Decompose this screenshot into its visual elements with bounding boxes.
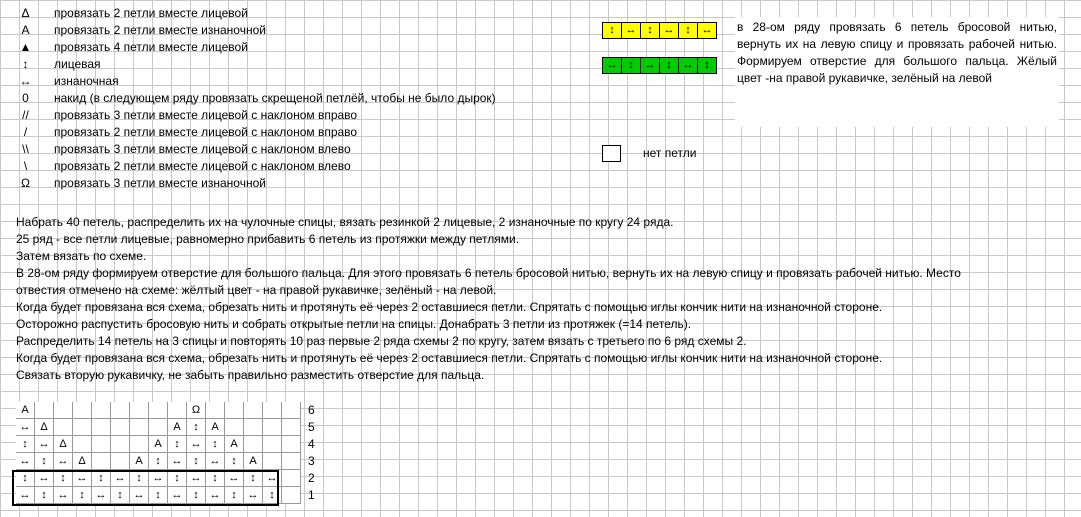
chart-cell: Δ <box>35 419 54 436</box>
yellow-thumb-strip <box>602 22 717 39</box>
instruction-line: В 28-ом ряду формируем отверстие для большого пальца. Для этого провязать 6 петель бросовой нитью, вернуть их на левую спицу и провязать рабочей нитью. Место <box>16 266 961 280</box>
chart-cell <box>282 453 301 470</box>
legend-symbol: ▲ <box>19 40 32 54</box>
legend-text: провязать 3 петли вместе изнаночной <box>54 176 266 190</box>
chart-cell <box>263 453 282 470</box>
chart-cell <box>244 419 263 436</box>
chart-cell: ↕ <box>225 487 244 504</box>
chart-row-number: 5 <box>308 420 315 434</box>
knitting-chart <box>16 402 301 504</box>
chart-cell <box>111 419 130 436</box>
chart-cell <box>282 436 301 453</box>
chart-cell <box>130 402 149 419</box>
strip-cell: ↔ <box>679 58 698 73</box>
chart-row-number: 2 <box>308 471 315 485</box>
no-stitch-label: нет петли <box>643 146 697 160</box>
chart-row <box>16 487 301 504</box>
chart-cell: ↔ <box>225 470 244 487</box>
chart-cell <box>168 402 187 419</box>
chart-cell: ↕ <box>225 453 244 470</box>
chart-cell: Δ <box>54 436 73 453</box>
chart-cell: ↔ <box>54 487 73 504</box>
chart-cell: ↔ <box>206 453 225 470</box>
legend-symbol: \ <box>23 159 28 173</box>
strip-cell: ↔ <box>603 58 622 73</box>
chart-cell: ↔ <box>16 453 35 470</box>
chart-cell: A <box>206 419 225 436</box>
chart-cell <box>244 402 263 419</box>
legend-text: провязать 2 петли вместе изнаночной <box>54 23 266 37</box>
chart-cell: ↔ <box>54 453 73 470</box>
chart-cell <box>54 419 73 436</box>
chart-cell: A <box>168 419 187 436</box>
chart-row <box>16 402 301 419</box>
instruction-line: Осторожно распустить бросовую нить и собрать открытые петли на спицы. Донабрать 3 петли из протяжек (=14 петель). <box>16 317 692 331</box>
chart-cell <box>111 402 130 419</box>
chart-cell: ↔ <box>92 487 111 504</box>
strip-cell: ↔ <box>622 23 641 38</box>
legend-text: провязать 2 петли вместе лицевой с наклоном вправо <box>54 125 358 139</box>
chart-cell: ↔ <box>149 470 168 487</box>
legend-text: провязать 2 петли вместе лицевой с наклоном влево <box>54 159 351 173</box>
chart-cell: ↔ <box>187 470 206 487</box>
chart-cell: ↔ <box>130 487 149 504</box>
chart-cell: ↔ <box>73 470 92 487</box>
chart-cell: ↕ <box>206 470 225 487</box>
chart-cell: ↔ <box>206 487 225 504</box>
chart-cell <box>111 436 130 453</box>
chart-cell <box>206 402 225 419</box>
chart-cell: ↕ <box>263 487 282 504</box>
strip-cell: ↕ <box>660 58 679 73</box>
chart-row <box>16 419 301 436</box>
chart-cell: ↕ <box>16 470 35 487</box>
chart-cell: ↕ <box>149 453 168 470</box>
strip-cell: ↔ <box>698 23 716 38</box>
chart-cell <box>130 436 149 453</box>
instruction-line: Связать вторую рукавичку, не забыть правильно разместить отверстие для пальца. <box>16 368 485 382</box>
chart-cell <box>149 419 168 436</box>
chart-cell <box>263 402 282 419</box>
chart-cell: A <box>225 436 244 453</box>
legend-symbol: Δ <box>21 6 30 20</box>
legend-text: провязать 3 петли вместе лицевой с наклоном влево <box>54 142 351 156</box>
instruction-line: Когда будет провязана вся схема, обрезать нить и протянуть её через 2 оставшиеся петли. Спрятать с помощью иглы кончик нити на изнаночной стороне. <box>16 351 883 365</box>
legend-text: провязать 2 петли вместе лицевой <box>54 6 248 20</box>
legend-symbol: // <box>22 108 29 122</box>
chart-cell: A <box>16 402 35 419</box>
instruction-line: Распределить 14 петель на 3 спицы и повторять 10 раз первые 2 ряда схемы 2 по кругу, затем вязать с третьего по 6 ряд схемы 2. <box>16 334 747 348</box>
legend-symbol: 0 <box>22 91 29 105</box>
chart-cell: ↕ <box>168 436 187 453</box>
chart-cell: ↔ <box>111 470 130 487</box>
chart-cell: ↕ <box>111 487 130 504</box>
chart-cell <box>111 453 130 470</box>
instruction-line: Когда будет провязана вся схема, обрезать нить и протянуть её через 2 оставшиеся петли. Спрятать с помощью иглы кончик нити на изнаночной стороне. <box>16 300 883 314</box>
chart-cell <box>149 402 168 419</box>
legend-symbol: \\ <box>22 142 29 156</box>
chart-cell <box>282 402 301 419</box>
legend-text: провязать 3 петли вместе лицевой с наклоном вправо <box>54 108 358 122</box>
chart-cell <box>92 402 111 419</box>
chart-cell: ↔ <box>187 436 206 453</box>
strip-cell: ↕ <box>679 23 698 38</box>
chart-cell: ↕ <box>35 453 54 470</box>
chart-row-number: 6 <box>308 403 315 417</box>
strip-cell: ↕ <box>622 58 641 73</box>
no-stitch-symbol <box>602 145 621 162</box>
chart-cell: ↕ <box>54 470 73 487</box>
chart-cell: ↕ <box>187 419 206 436</box>
chart-cell: ↕ <box>187 453 206 470</box>
chart-cell: ↕ <box>16 436 35 453</box>
chart-cell: ↕ <box>187 487 206 504</box>
chart-cell: ↕ <box>168 470 187 487</box>
chart-cell: Δ <box>73 453 92 470</box>
chart-cell: ↕ <box>149 487 168 504</box>
chart-cell <box>92 419 111 436</box>
legend-text: лицевая <box>54 57 101 71</box>
chart-cell: ↔ <box>168 487 187 504</box>
instruction-line: Набрать 40 петель, распределить их на чулочные спицы, вязать резинкой 2 лицевые, 2 изнаночные по кругу 24 ряда. <box>16 215 674 229</box>
strip-cell: ↕ <box>603 23 622 38</box>
legend-symbol: / <box>23 125 28 139</box>
chart-cell <box>73 402 92 419</box>
chart-cell: ↕ <box>73 487 92 504</box>
chart-cell: ↕ <box>206 436 225 453</box>
chart-cell: ↔ <box>244 487 263 504</box>
legend-symbol: ↕ <box>22 57 29 71</box>
chart-cell <box>225 402 244 419</box>
strip-cell: ↔ <box>641 58 660 73</box>
chart-cell: ↕ <box>130 470 149 487</box>
chart-cell: ↔ <box>16 419 35 436</box>
chart-cell <box>73 419 92 436</box>
chart-cell <box>244 436 263 453</box>
chart-row-number: 4 <box>308 437 315 451</box>
chart-cell <box>54 402 73 419</box>
chart-cell <box>263 419 282 436</box>
chart-cell: A <box>244 453 263 470</box>
chart-cell <box>282 419 301 436</box>
chart-row <box>16 470 301 487</box>
chart-cell: ↔ <box>16 487 35 504</box>
legend-text: изнаночная <box>54 74 119 88</box>
green-thumb-strip <box>602 57 717 74</box>
chart-cell: A <box>130 453 149 470</box>
chart-cell <box>225 419 244 436</box>
instruction-line: 25 ряд - все петли лицевые, равномерно прибавить 6 петель из протяжки между петлями. <box>16 232 520 246</box>
thumb-note: в 28-ом ряду провязать 6 петель бросовой нитью, вернуть их на левую спицу и провязать рабочей нитью. Формируем отверстие для большого пальца. Жёлый цвет -на правой рукавичке, зелёный на левой <box>735 17 1059 127</box>
chart-cell <box>92 453 111 470</box>
chart-cell <box>263 436 282 453</box>
legend-text: провязать 4 петли вместе лицевой <box>54 40 248 54</box>
chart-row-number: 3 <box>308 454 315 468</box>
chart-cell <box>130 419 149 436</box>
chart-cell: ↕ <box>35 487 54 504</box>
legend-symbol: A <box>21 23 30 37</box>
chart-cell: ↔ <box>35 436 54 453</box>
chart-cell: ↔ <box>35 470 54 487</box>
chart-cell: Ω <box>187 402 206 419</box>
chart-row <box>16 436 301 453</box>
chart-cell <box>35 402 54 419</box>
chart-cell: ↕ <box>244 470 263 487</box>
legend-symbol: Ω <box>21 176 30 190</box>
chart-cell <box>73 436 92 453</box>
strip-cell: ↕ <box>698 58 716 73</box>
chart-cell: A <box>149 436 168 453</box>
instruction-line: Затем вязать по схеме. <box>16 249 147 263</box>
chart-cell <box>282 470 301 487</box>
legend-text: накид (в следующем ряду провязать скрещеной петлёй, чтобы не было дырок) <box>54 91 496 105</box>
chart-cell <box>282 487 301 504</box>
chart-cell: ↔ <box>168 453 187 470</box>
legend-symbol: ↔ <box>19 74 32 88</box>
instruction-line: отвестия отмечено на схеме: жёлтый цвет - на правой рукавичке, зелёный - на левой. <box>16 283 497 297</box>
strip-cell: ↔ <box>660 23 679 38</box>
chart-cell: ↕ <box>92 470 111 487</box>
chart-cell <box>92 436 111 453</box>
chart-row <box>16 453 301 470</box>
chart-cell: ↔ <box>263 470 282 487</box>
chart-row-number: 1 <box>308 488 315 502</box>
strip-cell: ↕ <box>641 23 660 38</box>
